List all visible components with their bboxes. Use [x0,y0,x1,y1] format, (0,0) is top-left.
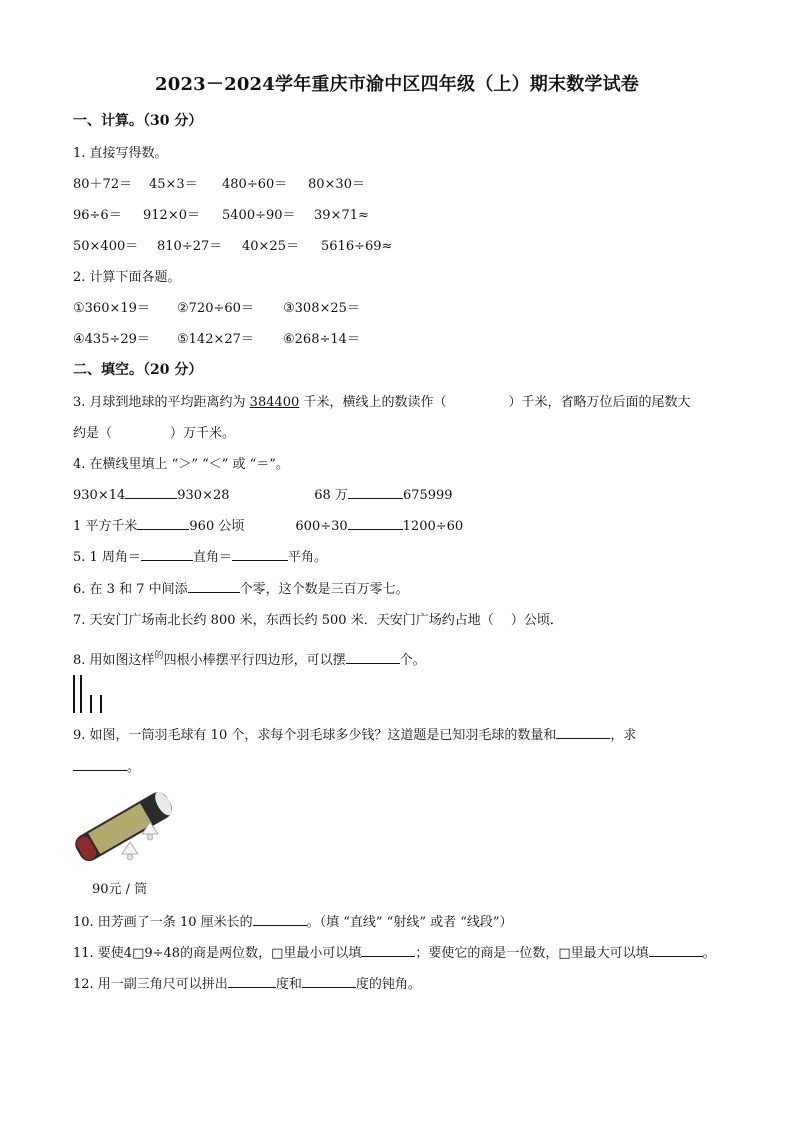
badminton-tube-image [70,782,180,872]
q11-text: ；要使它的商是一位数，□里最大可以填 [415,946,649,961]
question-5 [73,546,327,565]
q1-item: 39×71≈ [314,208,369,223]
q12-text: 度和 [275,977,302,992]
q2-row-2 [73,328,360,347]
q1-item: 96÷6＝ [73,208,122,223]
q12-answer-blank[interactable] [228,975,276,988]
q10-text: 10. 田芳画了一条 10 厘米长的 [73,915,253,930]
q4-expr: 600÷30 [295,519,348,534]
q11-answer-blank[interactable] [649,944,703,957]
question-8 [73,648,426,668]
question-1-label: 1. 直接写得数。 [73,146,168,161]
q3-text: 3. 月球到地球的平均距离约为 [73,395,250,410]
q1-item: 5616÷69≈ [321,239,393,254]
question-7: 7. 天安门广场南北长约 800 米，东西长约 500 米．天安门广场约占地（ ）公顷． [73,613,563,628]
q1-item: 810÷27＝ [157,239,223,254]
q11-answer-blank[interactable] [361,944,415,957]
q6-text: 个零，这个数是三百万零七。 [239,582,409,597]
question-9-line-1 [73,724,636,743]
q2-item: ①360×19＝ [73,301,150,316]
q1-row-2 [73,204,369,223]
question-12 [73,973,421,992]
four-sticks-figure [73,675,113,715]
tube-label [88,803,152,854]
q8-small-char: 的 [154,651,164,661]
q8-answer-blank[interactable] [346,651,400,664]
q1-item: 480÷60＝ [222,177,288,192]
question-6 [73,578,409,597]
question-9-line-2 [73,756,140,775]
q6-text: 6. 在 3 和 7 中间添 [73,582,188,597]
q3-text: ）千米，省略万位后面的尾数大 [508,395,691,410]
long-stick [80,675,82,713]
q2-item: ③308×25＝ [283,301,360,316]
q4-expr: 1 平方千米 [73,519,138,534]
q12-text: 12. 用一副三角尺可以拼出 [73,977,228,992]
q8-text: 8. 用如图这样 [73,653,155,668]
q4-expr: 930×28 [177,488,230,503]
section-heading-fill: 二、填空。（20 分） [73,362,203,378]
q3-text: ）万千米。 [170,426,236,441]
q4-row-1 [73,484,453,503]
short-stick [90,695,92,713]
q9-text: 9. 如图，一筒羽毛球有 10 个，求每个羽毛球多少钱？这道题是已知羽毛球的数量和 [73,728,557,743]
q2-item: ④435÷29＝ [73,332,150,347]
q1-row-1 [73,173,365,192]
q9-answer-blank[interactable] [556,726,610,739]
q2-item: ⑤142×27＝ [177,332,254,347]
short-stick [100,695,102,713]
q9-text: 。 [127,760,141,775]
q6-answer-blank[interactable] [188,580,240,593]
q4-expr: 930×14 [73,488,126,503]
q1-item: 45×3＝ [149,177,198,192]
question-10 [73,911,513,930]
page-title: 2023－2024学年重庆市渝中区四年级（上）期末数学试卷 [155,74,639,95]
q1-item: 50×400＝ [73,239,139,254]
q3-text: 千米，横线上的数读作（ [299,395,447,410]
q4-answer-blank[interactable] [137,517,189,530]
price-caption: 90元 / 筒 [92,882,148,897]
q4-row-2 [73,515,463,534]
q8-text: 四根小棒摆平行四边形，可以摆 [163,653,346,668]
q4-expr: 68 万 [314,488,348,503]
question-3-line-2 [73,422,235,441]
q3-text: 约是（ [73,426,113,441]
q1-item: 80×30＝ [308,177,365,192]
q10-answer-blank[interactable] [253,913,307,926]
q1-item: 40×25＝ [242,239,299,254]
q11-text: 11. 要使4□9÷48的商是两位数，□里最小可以填 [73,946,362,961]
q10-text: 。（填 “直线” “射线” 或者 “线段”） [306,915,513,930]
q1-item: 80＋72＝ [73,177,133,192]
long-stick [73,675,75,713]
q1-row-3 [73,235,392,254]
q5-text: 5. 1 周角＝ [73,550,141,565]
q2-item: ⑥268÷14＝ [283,332,360,347]
q5-answer-blank[interactable] [232,548,288,561]
q8-text: 个。 [399,653,426,668]
q12-text: 度的钝角。 [355,977,421,992]
q4-answer-blank[interactable] [125,486,177,499]
section-heading-calc: 一、计算。（30 分） [73,113,203,129]
q1-item: 5400÷90＝ [222,208,296,223]
q4-expr: 1200÷60 [402,519,464,534]
q2-row-1 [73,297,360,316]
shuttlecock-icon [122,842,138,860]
question-3-line-1 [73,391,690,410]
q9-answer-blank-2[interactable] [73,758,127,771]
q1-item: 912×0＝ [143,208,200,223]
q12-answer-blank[interactable] [302,975,356,988]
question-4-label: 4. 在横线里填上 “＞” “＜” 或 “＝”。 [73,457,289,472]
q5-text: 平角。 [287,550,327,565]
question-11 [73,942,716,961]
q4-answer-blank[interactable] [348,517,403,530]
q4-answer-blank[interactable] [348,486,403,499]
q3-underlined-number: 384400 [249,395,300,410]
q2-item: ②720÷60＝ [177,301,254,316]
q4-expr: 675999 [402,488,453,503]
q9-text: ，求 [610,728,637,743]
question-2-label: 2. 计算下面各题。 [73,270,181,285]
q11-text: 。 [702,946,716,961]
q5-answer-blank[interactable] [141,548,193,561]
q4-expr: 960 公顷 [189,519,245,534]
q5-text: 直角＝ [192,550,232,565]
